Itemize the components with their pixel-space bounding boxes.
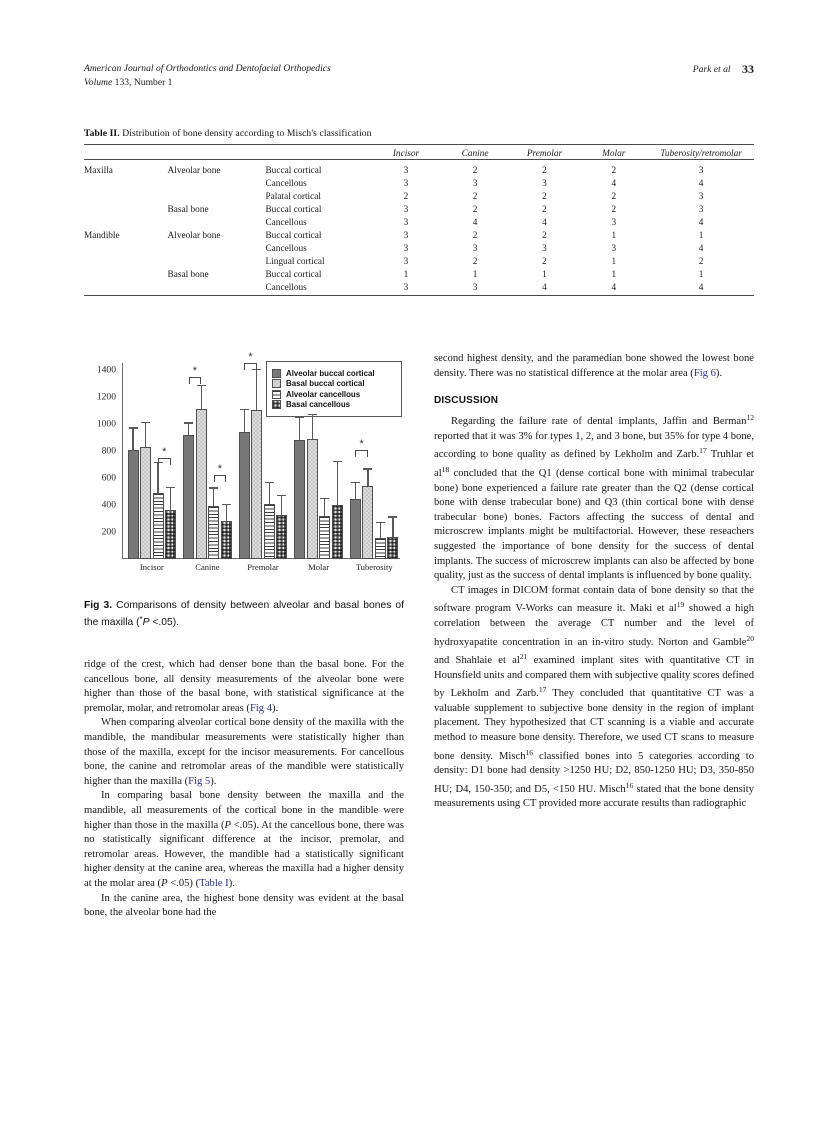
cell-jaw <box>84 269 168 282</box>
page-number: 33 <box>742 62 754 76</box>
chart-error-cap <box>197 385 206 386</box>
chart-error-bar <box>281 495 282 515</box>
chart-error-cap <box>277 495 286 496</box>
cell-value: 1 <box>611 257 617 267</box>
cell-value: 3 <box>611 218 617 228</box>
left-column-paragraph <box>84 892 404 921</box>
running-head <box>84 62 754 92</box>
table-row <box>84 165 754 178</box>
reference-marker: 16 <box>525 747 534 757</box>
chart-error-bar <box>312 414 313 439</box>
x-axis-tick-label: Canine <box>195 562 220 572</box>
cell-value: 4 <box>698 244 704 254</box>
chart-error-cap <box>184 422 193 423</box>
text-run: <.05) ( <box>167 877 200 889</box>
chart-legend <box>266 361 402 417</box>
text-run: Truhlar et al <box>434 449 754 479</box>
significance-star: * <box>217 463 223 476</box>
italic-text: P <box>161 877 168 889</box>
running-head-right <box>693 62 754 77</box>
text-run: In comparing basal bone density between the maxilla and the mandible, all measurements of the cortical bone in the mandible were higher than those in the maxilla ( <box>84 790 404 831</box>
chart-bar <box>153 493 164 559</box>
chart-error-bar <box>226 504 227 521</box>
cross-reference-link[interactable]: Fig 5 <box>188 775 211 787</box>
text-run: reported that it was 3% for types 1, 2, and 3 bone, but 35% for type 4 bone, according to bone quality as defined by Lekholm and Zarb. <box>434 430 754 461</box>
cell-jaw <box>84 204 168 217</box>
cell-bone <box>168 243 266 256</box>
cell-value: 4 <box>542 283 547 293</box>
cell-value: 4 <box>542 218 547 228</box>
x-axis-tick-label: Incisor <box>139 562 164 572</box>
chart-bar <box>183 435 194 559</box>
text-run: When comparing alveolar cortical bone density of the maxilla with the mandible, the mandibular measurements were statistically higher than those of the maxilla, except for the incisor measurements. For cancellous bone, the canine and retromolar areas of the mandible were statistically higher than the maxilla ( <box>84 717 404 787</box>
chart-error-bar <box>145 422 146 446</box>
reference-marker: 20 <box>746 633 754 643</box>
chart-bar <box>196 409 207 559</box>
cell-value: 2 <box>472 257 478 267</box>
cell-value: 2 <box>472 205 478 215</box>
figure-caption-p: P <box>142 616 150 628</box>
cell-value: 4 <box>611 283 617 293</box>
chart-error-cap <box>209 487 218 488</box>
legend-item <box>272 390 395 399</box>
authors-short: Park et al <box>692 64 731 75</box>
chart-error-bar <box>201 385 202 409</box>
cell-value: 2 <box>611 205 617 215</box>
cross-reference-link[interactable]: Fig 6 <box>693 367 716 379</box>
cell-bone: Basal bone <box>167 270 209 280</box>
text-run: and Shahlaie et al <box>434 655 520 667</box>
table-col-header: Canine <box>461 149 489 159</box>
cell-site: Buccal cortical <box>265 270 322 280</box>
chart-error-cap <box>141 422 150 423</box>
chart-error-cap <box>363 468 372 469</box>
legend-item <box>272 400 395 409</box>
chart-error-bar <box>299 417 300 440</box>
cell-bone: Basal bone <box>167 205 209 215</box>
significance-bracket <box>355 450 368 457</box>
chart-bar <box>350 499 361 559</box>
bone-density-table <box>84 144 754 299</box>
cell-value: 2 <box>542 166 547 176</box>
chart-bar <box>387 537 398 559</box>
text-run: showed a high correlation between the average CT number and the level of hydroxyapatite concentration in an in-vitro study. Norton and Gamble <box>434 603 754 648</box>
text-run: ridge of the crest, which had denser bone than the basal bone. For the cancellous bone, all density measurements of the alveolar bone were higher than those of the basal bone, with statistical significance at the premolar, molar, and retromolar areas ( <box>84 659 404 714</box>
legend-label: Alveolar cancellous <box>286 389 361 399</box>
y-axis-tick-label: 1000 <box>96 418 116 430</box>
cell-value: 4 <box>611 179 617 189</box>
table-row <box>84 230 754 243</box>
table-block <box>84 128 754 299</box>
figure-caption-tail: <.05). <box>149 616 179 628</box>
cell-value: 3 <box>542 179 547 189</box>
significance-bracket <box>158 458 171 465</box>
chart-bar <box>221 521 232 559</box>
cell-value: 3 <box>403 205 409 215</box>
text-run: <.05). At the cancellous bone, there was no statistically significant difference at the incisor, premolar, and retromolar areas. However, the mandible had a statistically significant higher density at the canine area, whereas the maxilla had a higher density at the molar area ( <box>84 819 404 889</box>
cell-site: Lingual cortical <box>265 257 325 267</box>
cell-value: 1 <box>542 270 547 280</box>
text-run: concluded that the Q1 (dense cortical bone with minimal trabecular bone) bone experienced a failure rate greater than the Q2 (dense cortical bone with dense trabecular bone) and Q3 (thin cortical bone with dense trabecular bone) bones. Factors affecting the success of dental and microscrew implants might be multifactorial. However, these reseachers suggested the importance of bone density for the success of dental implants. The success of microscrew implants can also be affected by bone quality, just as the success of dental implants is influenced by bone quality. <box>434 467 754 582</box>
chart-bar <box>239 432 250 559</box>
text-run: stated that the bone density measurements using CT provided more accurate results than radiographic <box>434 783 754 810</box>
cell-value: 3 <box>472 179 478 189</box>
chart-bar <box>307 439 318 559</box>
y-axis <box>122 363 123 559</box>
right-column-paragraph <box>434 411 754 584</box>
cell-value: 3 <box>403 283 409 293</box>
left-column-paragraph <box>84 716 404 789</box>
significance-star: * <box>359 438 364 451</box>
running-head-left <box>84 62 331 89</box>
significance-bracket <box>214 475 227 482</box>
reference-marker: 16 <box>625 780 634 790</box>
significance-star: * <box>248 351 253 363</box>
y-axis-tick-label: 800 <box>101 445 116 457</box>
chart-error-bar <box>367 468 368 486</box>
cell-value: 1 <box>611 270 617 280</box>
cell-site: Buccal cortical <box>265 166 322 176</box>
table-col-header: Incisor <box>392 149 420 159</box>
cell-jaw <box>84 178 168 191</box>
x-axis-tick-label: Premolar <box>247 562 279 572</box>
chart-bar <box>319 516 330 559</box>
cell-value: 3 <box>403 179 409 189</box>
text-run: Regarding the failure rate of dental implants, Jaffin and Berman <box>451 416 747 428</box>
reference-marker: 19 <box>676 600 685 610</box>
chart-error-bar <box>269 482 270 504</box>
chart-error-cap <box>222 504 231 505</box>
y-axis-tick-label: 400 <box>101 499 116 511</box>
legend-item <box>272 379 395 388</box>
reference-marker: 17 <box>699 446 707 456</box>
volume-label: Volume <box>84 76 113 88</box>
chart-bar <box>128 450 139 559</box>
left-column-paragraph <box>84 658 404 716</box>
cell-jaw <box>84 243 168 256</box>
cell-bone <box>168 217 266 230</box>
figure-block <box>84 351 404 629</box>
cell-jaw <box>84 217 168 230</box>
legend-label: Basal cancellous <box>286 400 351 410</box>
reference-marker: 21 <box>519 652 528 662</box>
legend-swatch-icon <box>272 400 281 409</box>
chart-error-bar <box>213 487 214 505</box>
cell-jaw: Maxilla <box>84 166 113 176</box>
bar-chart <box>84 351 404 587</box>
cell-value: 3 <box>403 244 409 254</box>
cell-value: 3 <box>403 231 409 241</box>
y-axis-tick-label: 600 <box>101 472 116 484</box>
cross-reference-link[interactable]: Table I <box>199 877 229 889</box>
cell-value: 3 <box>542 244 547 254</box>
cross-reference-link[interactable]: Fig 4 <box>249 702 273 714</box>
italic-text: P <box>224 819 231 831</box>
volume-line <box>84 76 331 90</box>
cell-value: 2 <box>542 205 547 215</box>
cell-value: 3 <box>698 166 704 176</box>
table-row <box>84 217 754 230</box>
cell-value: 3 <box>472 283 478 293</box>
cell-site: Cancellous <box>265 218 307 228</box>
table-row <box>84 191 754 204</box>
left-text-column <box>84 658 404 921</box>
chart-bar <box>264 504 275 559</box>
chart-bar <box>362 486 373 559</box>
cell-jaw <box>84 282 168 296</box>
cell-value: 3 <box>611 244 617 254</box>
cell-value: 3 <box>472 244 478 254</box>
legend-label: Alveolar buccal cortical <box>286 368 375 378</box>
cell-value: 4 <box>698 179 704 189</box>
chart-error-bar <box>157 462 158 493</box>
significance-star: * <box>162 446 167 459</box>
text-run: classified bones into 5 categories according to density: D1 bone had density >1250 HU; D2, 850-1250 HU; D3, 350-850 HU; D4, 150-350; and D5, <150 HU. Misch <box>434 750 755 795</box>
text-run: examined implant sites with quantitative CT in Hounsfield units and compared them with subjective quality scores defined by Lekholm and Zarb. <box>434 655 754 700</box>
chart-error-cap <box>351 482 360 483</box>
chart-error-cap <box>240 409 249 410</box>
x-axis-tick-label: Tuberosity <box>355 562 393 572</box>
cell-jaw: Mandible <box>84 231 120 241</box>
cell-value: 1 <box>472 270 478 280</box>
text-run: In the canine area, the highest bone density was evident at the basal bone, the alveolar bone had the <box>84 892 404 919</box>
cell-value: 2 <box>403 192 409 202</box>
table-col-header: Premolar <box>526 149 563 159</box>
legend-item <box>272 369 395 378</box>
right-column-paragraph <box>434 584 754 812</box>
cell-value: 1 <box>611 231 617 241</box>
table-row <box>84 243 754 256</box>
legend-label: Basal buccal cortical <box>286 379 365 389</box>
cell-value: 4 <box>698 218 704 228</box>
text-run: ). <box>228 877 235 889</box>
cell-value: 2 <box>542 231 547 241</box>
table-label: Table II. <box>84 128 120 139</box>
chart-error-bar <box>337 461 338 506</box>
reference-marker: 17 <box>538 685 547 695</box>
table-caption-text: Distribution of bone density according to Misch's classification <box>122 128 372 139</box>
cell-value: 1 <box>403 270 409 280</box>
chart-error-bar <box>380 522 381 539</box>
legend-swatch-icon <box>272 369 281 378</box>
cell-value: 3 <box>403 218 409 228</box>
chart-error-cap <box>320 498 329 499</box>
cell-value: 3 <box>403 257 409 267</box>
cell-site: Buccal cortical <box>265 205 322 215</box>
text-run: ). <box>272 702 279 714</box>
figure-label: Fig 3. <box>84 600 113 611</box>
text-run: ). <box>210 775 217 787</box>
chart-error-bar <box>256 369 257 410</box>
cell-value: 2 <box>611 192 617 202</box>
reference-marker: 12 <box>746 413 754 423</box>
chart-error-bar <box>324 498 325 516</box>
table-rule-bottom <box>84 296 754 300</box>
table-col-header: Tuberosity/retromolar <box>660 149 742 159</box>
cell-value: 2 <box>542 192 547 202</box>
text-run: ). <box>715 367 723 379</box>
cell-value: 3 <box>698 192 704 202</box>
text-run: second highest density, and the paramedian bone showed the lowest bone density. There was no statistical difference at the molar area ( <box>434 353 754 379</box>
chart-error-cap <box>129 427 138 428</box>
legend-swatch-icon <box>272 379 281 388</box>
chart-error-bar <box>244 409 245 432</box>
chart-error-bar <box>188 422 189 435</box>
cell-bone: Alveolar bone <box>167 166 221 176</box>
cell-bone <box>168 178 266 191</box>
table-row <box>84 282 754 296</box>
cell-bone: Alveolar bone <box>167 231 221 241</box>
text-run: They concluded that quantitative CT was a valuable supplement to subjective bone density in the region of implant placement. They hypothesized that CT scanning is a viable and accurate method to measure bone density. Therefore, we used CT scans to measure bone density. Misch <box>434 688 754 762</box>
text-run: CT images in DICOM format contain data of bone density so that the software program V-Works can measure it. Maki et al <box>434 584 754 615</box>
cell-value: 2 <box>472 231 478 241</box>
chart-error-cap <box>376 522 385 523</box>
figure-caption-text: Comparisons of density between alveolar and basal bones of the maxilla ( <box>84 600 404 628</box>
chart-bar <box>294 440 305 559</box>
chart-bar <box>208 506 219 559</box>
cell-site: Cancellous <box>265 179 307 189</box>
right-column-intro-paragraph <box>434 352 754 381</box>
cell-bone <box>168 282 266 296</box>
cell-value: 2 <box>472 192 478 202</box>
chart-error-bar <box>355 482 356 499</box>
cell-jaw <box>84 256 168 269</box>
reference-marker: 18 <box>441 464 450 474</box>
chart-bar <box>251 410 262 559</box>
cell-value: 1 <box>698 270 704 280</box>
chart-bar <box>375 538 386 559</box>
cell-value: 3 <box>403 166 409 176</box>
cell-value: 2 <box>611 166 617 176</box>
right-text-column <box>434 352 754 812</box>
significance-star: * <box>192 365 198 378</box>
table-row <box>84 178 754 191</box>
cell-site: Cancellous <box>265 283 307 293</box>
chart-error-cap <box>166 487 175 488</box>
cell-site: Cancellous <box>265 244 307 254</box>
cell-jaw <box>84 191 168 204</box>
y-axis-tick-label: 1400 <box>96 364 116 376</box>
cell-value: 2 <box>542 257 547 267</box>
chart-error-cap <box>333 461 342 462</box>
chart-error-bar <box>132 427 133 449</box>
table-caption <box>84 128 754 139</box>
table-row <box>84 256 754 269</box>
chart-error-cap <box>308 414 317 415</box>
journal-title: American Journal of Orthodontics and Dentofacial Orthopedics <box>84 63 331 74</box>
cell-site: Palatal cortical <box>265 192 321 202</box>
table-col-header: Molar <box>602 149 626 159</box>
chart-bar <box>140 447 151 559</box>
cell-value: 3 <box>698 205 704 215</box>
cell-bone <box>168 256 266 269</box>
legend-swatch-icon <box>272 390 281 399</box>
significance-bracket <box>244 363 257 370</box>
chart-error-bar <box>392 516 393 537</box>
cell-value: 1 <box>698 231 704 241</box>
chart-bar <box>165 510 176 559</box>
x-axis-tick-label: Molar <box>308 562 330 572</box>
cell-bone <box>168 191 266 204</box>
cell-site: Buccal cortical <box>265 231 322 241</box>
figure-caption-star: * <box>139 614 143 624</box>
chart-bar <box>276 515 287 559</box>
chart-bar <box>332 505 343 559</box>
cell-value: 2 <box>472 166 478 176</box>
chart-error-cap <box>388 516 397 517</box>
y-axis-tick-label: 1200 <box>96 391 116 403</box>
significance-bracket <box>189 377 202 384</box>
y-axis-tick-label: 200 <box>101 526 116 538</box>
table-header-row <box>84 149 754 160</box>
table-row <box>84 204 754 217</box>
chart-error-cap <box>265 482 274 483</box>
cell-value: 4 <box>698 283 704 293</box>
section-heading-discussion: DISCUSSION <box>434 395 499 407</box>
cell-value: 4 <box>472 218 478 228</box>
figure-caption <box>84 599 404 629</box>
table-row <box>84 269 754 282</box>
cell-value: 2 <box>698 257 704 267</box>
chart-error-cap <box>295 417 304 418</box>
volume-value: 133, Number 1 <box>114 76 173 88</box>
chart-error-bar <box>170 487 171 510</box>
left-column-paragraph <box>84 789 404 891</box>
